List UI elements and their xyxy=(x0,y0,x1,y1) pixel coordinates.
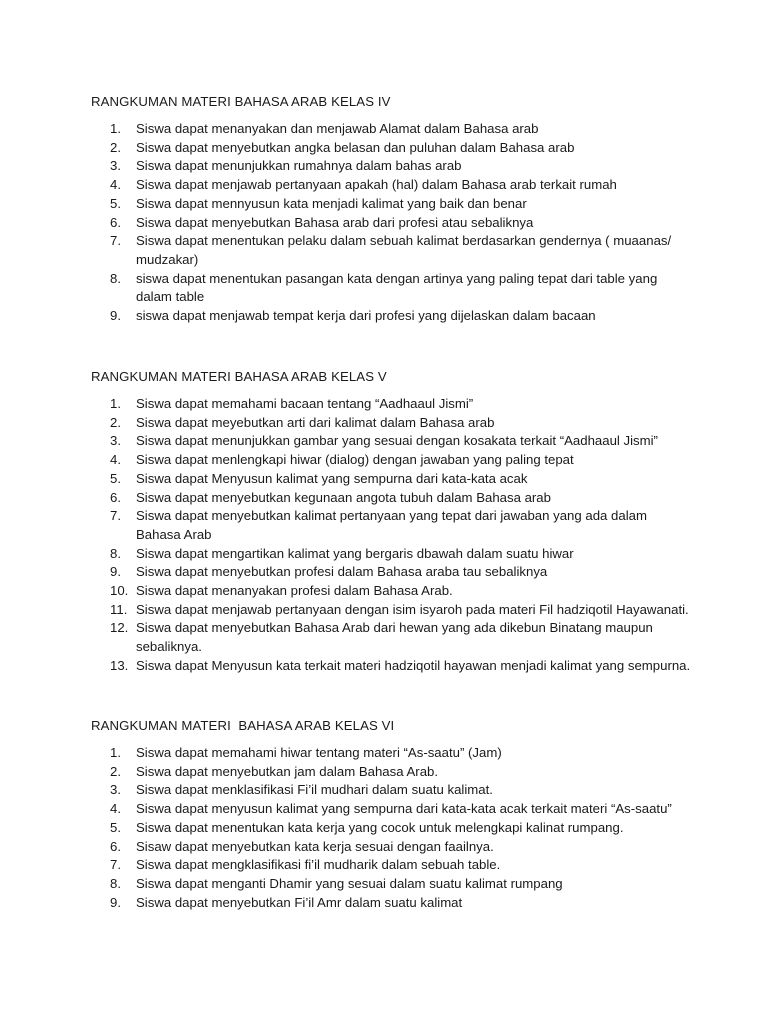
list-item-number: 6. xyxy=(110,214,121,230)
list-item-text: siswa dapat menentukan pasangan kata dengan artinya yang paling tepat dari table yang dalam table xyxy=(136,270,658,305)
list-item-number: 4. xyxy=(110,801,121,817)
list-item xyxy=(91,414,691,433)
list-item xyxy=(91,856,691,875)
section-title: RANGKUMAN MATERI BAHASA ARAB KELAS IV xyxy=(91,94,391,109)
list-item-text: Siswa dapat menyebutkan kegunaan angota tubuh dalam Bahasa arab xyxy=(136,489,551,505)
list-item-text: Siswa dapat menentukan pelaku dalam sebuah kalimat berdasarkan gendernya ( muaanas/ mudzakar) xyxy=(136,233,672,267)
list-item-number: 4. xyxy=(110,452,121,468)
list-item xyxy=(91,619,691,656)
list-item-number: 9. xyxy=(110,308,121,324)
list-item xyxy=(91,894,691,913)
list-item xyxy=(91,120,691,139)
list-item-number: 6. xyxy=(110,838,121,854)
list-item-text: Siswa dapat menyebutkan profesi dalam Bahasa araba tau sebaliknya xyxy=(136,564,548,580)
list-item xyxy=(91,307,691,326)
list-item-text: Siswa dapat menlengkapi hiwar (dialog) dengan jawaban yang paling tepat xyxy=(136,452,574,468)
list-item xyxy=(91,432,691,451)
list-item xyxy=(91,563,691,582)
list-item-number: 8. xyxy=(110,545,121,561)
list-item-number: 9. xyxy=(110,564,121,580)
list-item-text: Siswa dapat menjawab pertanyaan dengan isim isyaroh pada materi Fil hadziqotil Hayawanati. xyxy=(136,601,689,617)
list-item-number: 2. xyxy=(110,763,121,779)
list-item-text: Siswa dapat menyebutkan Bahasa Arab dari hewan yang ada dikebun Binatang maupun sebaliknya. xyxy=(136,620,653,655)
list-item-text: Siswa dapat menunjukkan gambar yang sesuai dengan kosakata terkait “Aadhaaul Jismi” xyxy=(136,433,658,449)
list-item xyxy=(91,781,691,800)
section-kelas-vi xyxy=(91,717,691,912)
list-item-number: 1. xyxy=(110,396,121,411)
list-item-text: Siswa dapat menyebutkan Bahasa arab dari profesi atau sebaliknya xyxy=(136,214,534,230)
list-item-number: 3. xyxy=(110,158,121,174)
list-item xyxy=(91,875,691,894)
list-item xyxy=(91,470,691,489)
list-item-number: 11. xyxy=(110,601,128,617)
list-item-text: Siswa dapat memahami hiwar tentang materi “As-saatu” (Jam) xyxy=(136,745,502,760)
list-item-number: 7. xyxy=(110,857,121,873)
list-item xyxy=(91,395,691,414)
list-item-text: Siswa dapat menjawab pertanyaan apakah (hal) dalam Bahasa arab terkait rumah xyxy=(136,177,617,193)
list-item-text: Siswa dapat menyusun kalimat yang sempurna dari kata-kata acak terkait materi “As-saatu” xyxy=(136,801,672,817)
list-item-number: 9. xyxy=(110,894,121,910)
list-item-text: Siswa dapat menyebutkan Fi’il Amr dalam suatu kalimat xyxy=(136,894,463,910)
list-item xyxy=(91,545,691,564)
list-item-text: Siswa dapat Menyusun kata terkait materi hadziqotil hayawan menjadi kalimat yang sempurna. xyxy=(136,657,691,673)
list-item xyxy=(91,214,691,233)
list-item-text: Siswa dapat mengklasifikasi fi’il mudharik dalam sebuah table. xyxy=(136,857,501,873)
list-item-text: Siswa dapat Menyusun kalimat yang sempurna dari kata-kata acak xyxy=(136,470,528,486)
list-item xyxy=(91,451,691,470)
list-item-number: 8. xyxy=(110,270,121,286)
list-item xyxy=(91,744,691,763)
list-item-number: 10. xyxy=(110,583,129,599)
list-item xyxy=(91,176,691,195)
objective-list xyxy=(91,395,691,676)
list-item-number: 6. xyxy=(110,489,121,505)
list-item xyxy=(91,657,691,676)
section-kelas-v xyxy=(91,368,691,676)
list-item xyxy=(91,139,691,158)
list-item-text: Siswa dapat memahami bacaan tentang “Aadhaaul Jismi” xyxy=(136,396,474,411)
list-item-number: 3. xyxy=(110,433,121,449)
list-item-number: 5. xyxy=(110,195,121,211)
list-item-text: Siswa dapat mennyusun kata menjadi kalimat yang baik dan benar xyxy=(136,195,527,211)
list-item-text: Siswa dapat menentukan kata kerja yang cocok untuk melengkapi kalinat rumpang. xyxy=(136,819,624,835)
list-item-text: Siswa dapat menyebutkan angka belasan dan puluhan dalam Bahasa arab xyxy=(136,139,575,155)
list-item-text: siswa dapat menjawab tempat kerja dari profesi yang dijelaskan dalam bacaan xyxy=(136,308,596,324)
section-title: RANGKUMAN MATERI BAHASA ARAB KELAS VI xyxy=(91,718,395,733)
list-item-text: Sisaw dapat menyebutkan kata kerja sesuai dengan faailnya. xyxy=(136,838,494,854)
list-item xyxy=(91,800,691,819)
list-item-text: Siswa dapat mengartikan kalimat yang bergaris dbawah dalam suatu hiwar xyxy=(136,545,574,561)
list-item-number: 8. xyxy=(110,875,121,891)
list-item-number: 5. xyxy=(110,470,121,486)
list-item-number: 7. xyxy=(110,233,121,249)
list-item xyxy=(91,157,691,176)
list-item-number: 13. xyxy=(110,657,129,673)
list-item-text: Siswa dapat menanyakan dan menjawab Alamat dalam Bahasa arab xyxy=(136,121,539,136)
list-item xyxy=(91,819,691,838)
list-item xyxy=(91,507,691,544)
list-item xyxy=(91,763,691,782)
list-item-number: 4. xyxy=(110,177,121,193)
list-item xyxy=(91,489,691,508)
list-item-number: 1. xyxy=(110,745,121,760)
section-title: RANGKUMAN MATERI BAHASA ARAB KELAS V xyxy=(91,369,387,384)
list-item-number: 1. xyxy=(110,121,121,136)
list-item xyxy=(91,601,691,620)
objective-list xyxy=(91,120,691,326)
list-item xyxy=(91,582,691,601)
list-item-number: 2. xyxy=(110,139,121,155)
list-item-number: 2. xyxy=(110,414,121,430)
list-item-number: 3. xyxy=(110,782,121,798)
list-item-text: Siswa dapat menganti Dhamir yang sesuai dalam suatu kalimat rumpang xyxy=(136,875,563,891)
section-kelas-iv xyxy=(91,93,691,326)
list-item-text: Siswa dapat menanyakan profesi dalam Bahasa Arab. xyxy=(136,583,453,599)
list-item xyxy=(91,232,691,269)
list-item-text: Siswa dapat menklasifikasi Fi’il mudhari dalam suatu kalimat. xyxy=(136,782,493,798)
list-item-text: Siswa dapat menunjukkan rumahnya dalam bahas arab xyxy=(136,158,462,174)
list-item xyxy=(91,195,691,214)
objective-list xyxy=(91,744,691,912)
list-item xyxy=(91,838,691,857)
list-item-number: 12. xyxy=(110,620,129,636)
list-item-text: Siswa dapat meyebutkan arti dari kalimat dalam Bahasa arab xyxy=(136,414,495,430)
list-item-number: 7. xyxy=(110,508,121,524)
list-item-text: Siswa dapat menyebutkan kalimat pertanyaan yang tepat dari jawaban yang ada dalam Bahasa Arab xyxy=(136,508,647,542)
list-item-text: Siswa dapat menyebutkan jam dalam Bahasa Arab. xyxy=(136,763,439,779)
list-item xyxy=(91,270,691,307)
list-item-number: 5. xyxy=(110,819,121,835)
